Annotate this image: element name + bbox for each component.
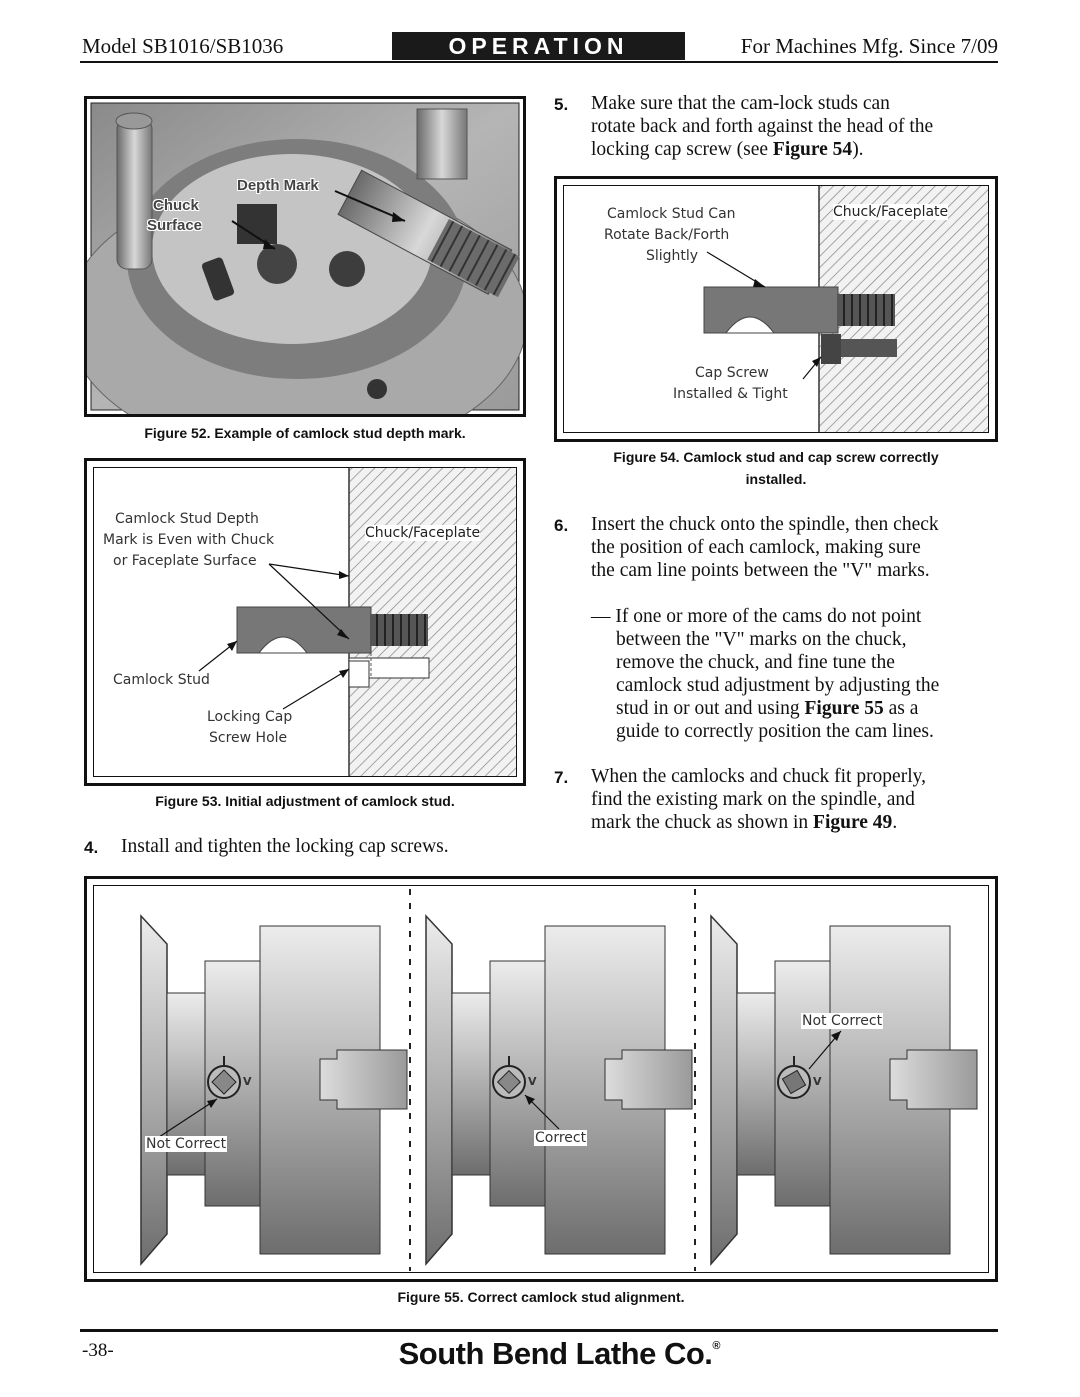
- step-7-line3: mark the chuck as shown in Figure 49.: [591, 812, 898, 833]
- figure-52: [84, 96, 526, 417]
- figure-55-caption: Figure 55. Correct camlock stud alignment.: [397, 1289, 685, 1305]
- figure-55-ref: Figure 55: [804, 698, 884, 719]
- figure-54-caption-line1: Figure 54. Camlock stud and cap screw correctly: [613, 449, 939, 465]
- figure-53-caption: Figure 53. Initial adjustment of camlock stud.: [155, 793, 455, 809]
- label-not-correct-left: Not Correct: [146, 1136, 227, 1152]
- label-chuck-faceplate: Chuck/Faceplate: [365, 525, 481, 541]
- step-6-line2: the position of each camlock, making sure: [591, 537, 921, 558]
- brand-logo: South Bend Lathe Co.®: [398, 1336, 720, 1371]
- header-since: For Machines Mfg. Since 7/09: [740, 34, 998, 58]
- header-rule: [80, 61, 998, 63]
- assembly-left: [141, 916, 407, 1264]
- label-can-line2: Rotate Back/Forth: [604, 227, 730, 243]
- label-correct: Correct: [535, 1130, 587, 1146]
- figure-54: [554, 176, 998, 442]
- subnote-line1: — If one or more of the cams do not point: [591, 606, 922, 627]
- label-cap-line2: Installed & Tight: [673, 386, 788, 402]
- step-7-line2: find the existing mark on the spindle, and: [591, 789, 915, 810]
- label-locking-line2: Screw Hole: [209, 730, 288, 746]
- step-7-number: 7.: [554, 768, 569, 787]
- step-5-number: 5.: [554, 95, 569, 114]
- figure-49-ref: Figure 49: [813, 812, 893, 833]
- step-4-text: Install and tighten the locking cap screws.: [121, 836, 449, 857]
- step-6-text: [591, 513, 1001, 582]
- figure-52-photo: [87, 99, 523, 414]
- page-number: -38-: [82, 1340, 114, 1361]
- figure-52-caption: Figure 52. Example of camlock stud depth mark.: [144, 425, 466, 441]
- label-camlock-stud: Camlock Stud: [113, 672, 210, 688]
- v-mark-middle: V: [528, 1075, 537, 1088]
- step-4-number: 4.: [84, 838, 99, 857]
- registered-mark: ®: [712, 1340, 720, 1352]
- assembly-right: [711, 916, 977, 1264]
- step-6-line3: the cam line points between the "V" marks.: [591, 560, 930, 581]
- subnote-line4: camlock stud adjustment by adjusting the: [616, 675, 940, 696]
- subnote-line3: remove the chuck, and fine tune the: [616, 652, 895, 673]
- header-model: Model SB1016/SB1036: [82, 34, 284, 58]
- step-7-text: [591, 765, 1001, 834]
- step-6-line1: Insert the chuck onto the spindle, then check: [591, 514, 939, 535]
- figure-54-caption: [554, 446, 998, 490]
- label-depth-line1: Camlock Stud Depth: [115, 511, 259, 527]
- subnote-line2: between the "V" marks on the chuck,: [616, 629, 907, 650]
- figure-53-diagram: [87, 461, 523, 783]
- figure-54-ref: Figure 54: [772, 139, 853, 160]
- figure-54-caption-line2: installed.: [745, 471, 807, 487]
- label-depth-line3: or Faceplate Surface: [113, 553, 257, 569]
- v-mark-right: V: [813, 1075, 822, 1088]
- label-surface: Surface: [147, 217, 203, 234]
- label-can-line3: Slightly: [646, 248, 699, 264]
- figure-55-diagram: [87, 879, 995, 1279]
- step-5-text: [591, 92, 1001, 161]
- label-chuck-faceplate-54: Chuck/Faceplate: [833, 204, 949, 220]
- label-depth-mark: Depth Mark: [237, 177, 319, 194]
- subnote-line5: stud in or out and using Figure 55 as a: [616, 698, 919, 719]
- label-cap-line1: Cap Screw: [695, 365, 769, 381]
- subnote-line6: guide to correctly position the cam lines.: [616, 721, 934, 742]
- step-5-line3: locking cap screw (see Figure 54).: [591, 139, 864, 160]
- v-mark-left: V: [243, 1075, 252, 1088]
- step-6-number: 6.: [554, 516, 569, 535]
- step-6-subnote: [591, 605, 1001, 743]
- footer-rule: [80, 1329, 998, 1332]
- label-can-line1: Camlock Stud Can: [607, 206, 736, 222]
- label-locking-line1: Locking Cap: [207, 709, 293, 725]
- step-5-line2: rotate back and forth against the head of the: [591, 116, 934, 137]
- figure-53: [84, 458, 526, 786]
- label-chuck: Chuck: [153, 197, 199, 214]
- figure-55: [84, 876, 998, 1282]
- step-7-line1: When the camlocks and chuck fit properly,: [591, 766, 926, 787]
- step-5-line1: Make sure that the cam-lock studs can: [591, 93, 890, 114]
- label-not-correct-right: Not Correct: [802, 1013, 883, 1029]
- label-depth-line2: Mark is Even with Chuck: [103, 532, 275, 548]
- assembly-middle: [426, 916, 692, 1264]
- header-section: OPERATION: [392, 32, 685, 60]
